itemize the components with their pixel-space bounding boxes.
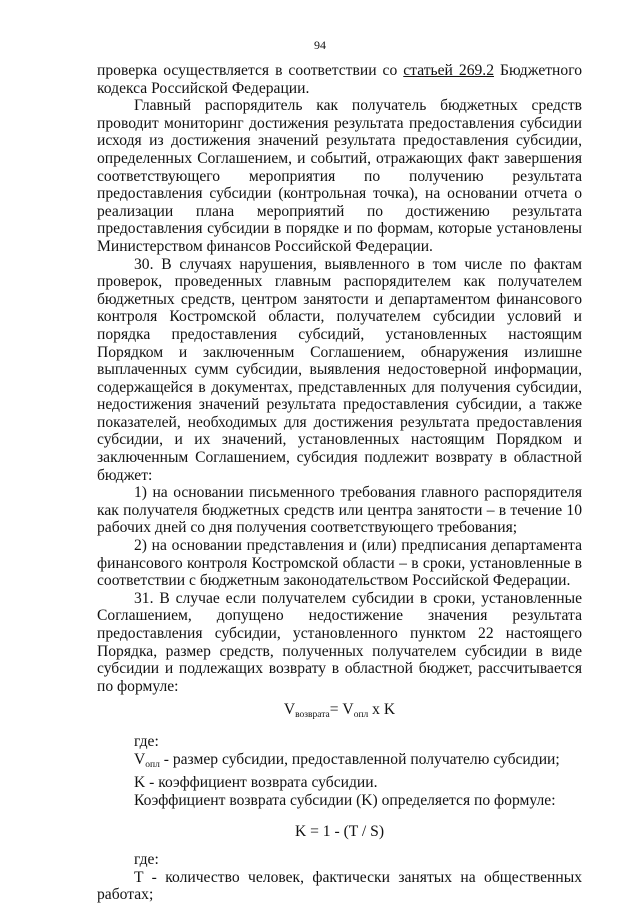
paragraph-monitoring: Главный распорядитель как получатель бюджетных средств проводит мониторинг достижения результата предоставления субсидии исходя из достижения значений результата предоставления субсидии, определенных Соглашением, и событий, отражающих факт завершения соответствующего мероприятия по получению результата предоставления субсидии (контрольная точка), на основании отчета о реализации плана мероприятий по достижению результата предоставления субсидии в порядке и по формам, которые установлены Министерством финансов Российской Федерации.: [97, 97, 582, 255]
paragraph-1-text: проверка осуществляется в соответствии со: [97, 62, 404, 79]
paragraph-1: [97, 62, 582, 97]
paragraph-30: 30. В случаях нарушения, выявленного в том числе по фактам проверок, проведенных главным распорядителем как получателем бюджетных средств, центром занятости и департаментом финансового контроля Костромской области, получателем субсидии условий и порядка предоставления субсидий, установленных настоящим Порядком и заключенным Соглашением, обнаружения излишне выплаченных сумм субсидии, выявления недостоверной информации, содержащейся в документах, представленных для получения субсидии, недостижения значений результата предоставления субсидии, а также показателей, необходимых для достижения результата предоставления субсидии, и их значений, установленных настоящим Порядком и заключенным Соглашением, субсидия подлежит возврату в областной бюджет:: [97, 255, 582, 484]
formula-v: V: [283, 701, 296, 719]
formula-eq: = V: [329, 701, 354, 719]
paragraph-coefficient: Коэффициент возврата субсидии (K) определяется по формуле:: [134, 791, 556, 809]
paragraph-1-tail: Бюджетного кодекса Российской Федерации.: [97, 62, 582, 97]
article-link[interactable]: статьей 269.2: [403, 62, 494, 79]
where-label-2: где:: [134, 850, 159, 868]
formula-refund: [97, 701, 582, 725]
definition-k: K - коэффициент возврата субсидии.: [134, 774, 378, 792]
page-number: 94: [314, 38, 326, 52]
formula-coefficient: K = 1 - (T / S): [294, 823, 385, 841]
where-label-1: где:: [134, 732, 159, 750]
definition-v-symbol: V: [134, 750, 146, 768]
definition-t: T - количество человек, фактически занятых на общественных работах;: [97, 868, 582, 904]
list-item-2: 2) на основании представления и (или) предписания департамента финансового контроля Костромской области – в сроки, установленные в соответствии с бюджетным законодательством Российской Федерации.: [97, 537, 582, 590]
formula-sub-paid: опл: [353, 710, 369, 721]
definition-v-text: - размер субсидии, предоставленной получателю субсидии;: [159, 750, 560, 768]
definition-v-sub: опл: [145, 759, 160, 770]
formula-rest: x K: [368, 701, 396, 719]
paragraph-31: 31. В случае если получателем субсидии в сроки, установленные Соглашением, допущено недостижение значения результата предоставления субсидии, установленного пунктом 22 настоящего Порядка, размер средств, полученных получателем субсидии в виде субсидии и подлежащих возврату в областной бюджет, рассчитывается по формуле:: [97, 589, 582, 695]
document-body: [97, 62, 582, 904]
list-item-1: 1) на основании письменного требования главного распорядителя как получателя бюджетных средств или центра занятости – в течение 10 рабочих дней со дня получения соответствующего требования;: [97, 484, 582, 537]
definition-v: [97, 751, 582, 775]
formula-sub-refund: возврата: [295, 710, 330, 721]
